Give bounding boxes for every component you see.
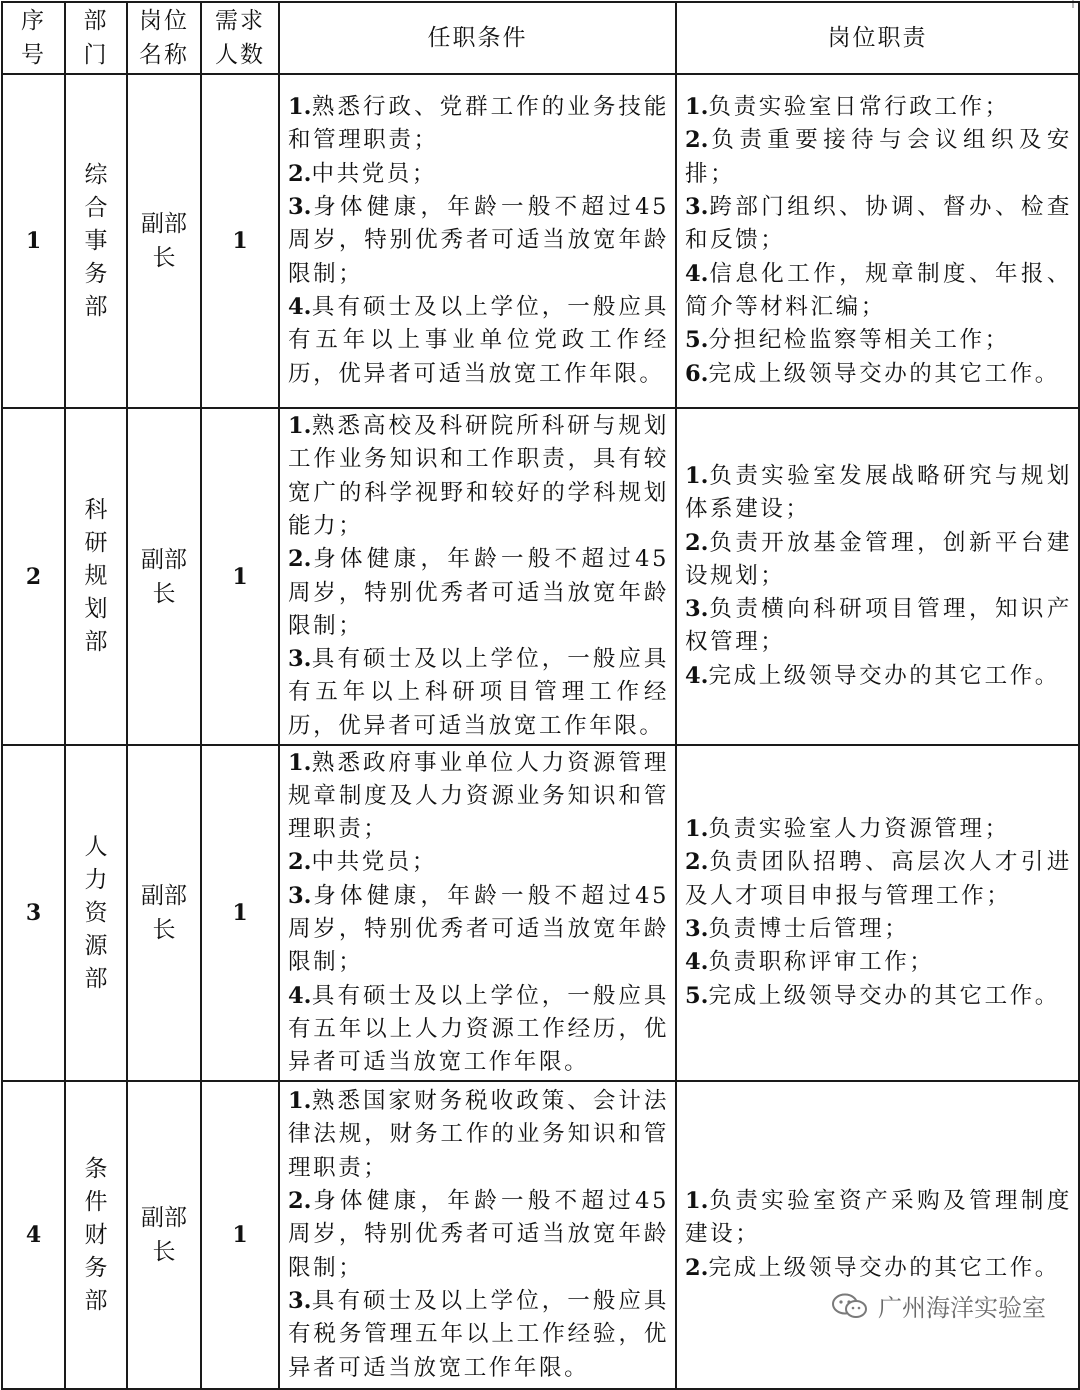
table-row: [2, 1081, 1079, 1389]
headcount-text: 1: [232, 1222, 248, 1248]
headcount-text: 1: [232, 563, 248, 590]
requirement-item: 2.身体健康，年龄一般不超过45周岁，特别优秀者可适当放宽年龄限制；: [288, 1188, 669, 1281]
requirement-item: 3.具有硕士及以上学位，一般应具有税务管理五年以上工作经验，优异者可适当放宽工作年限。: [288, 1287, 669, 1381]
duty-item: 3.跨部门组织、协调、督办、检查和反馈；: [685, 194, 1072, 254]
wechat-icon: [830, 1292, 870, 1320]
requirement-item: 2.中共党员；: [288, 160, 438, 187]
department-text: 条件财务部: [84, 1155, 108, 1314]
duty-item: 1.负责实验室资产采购及管理制度建设；: [685, 1188, 1072, 1248]
department: [65, 74, 127, 408]
duty-item: 4.信息化工作，规章制度、年报、简介等材料汇编；: [685, 260, 1072, 320]
requirements-cell: [279, 408, 676, 745]
position-name-text: 副部长: [141, 546, 187, 607]
requirement-item: 3.具有硕士及以上学位，一般应具有五年以上科研项目管理工作经历，优异者可适当放宽工作年限。: [288, 646, 669, 739]
duty-item: 5.完成上级领导交办的其它工作。: [685, 982, 1060, 1009]
header-requirements: 任职条件: [279, 2, 676, 74]
table-header-row: [2, 2, 1079, 74]
row-number: [2, 1081, 65, 1389]
watermark: [830, 1288, 1046, 1323]
department-text: 科研规划部: [84, 497, 108, 655]
position-name-text: 副部长: [141, 1205, 187, 1265]
position-name-text: 副部长: [141, 883, 187, 943]
department: [65, 745, 127, 1081]
requirement-item: 1.熟悉高校及科研院所科研与规划工作业务知识和工作职责，具有较宽广的科学视野和较好的学科规划能力；: [288, 413, 669, 539]
row-number: [2, 408, 65, 745]
requirements-cell: [279, 1081, 676, 1389]
position-name: [127, 408, 201, 745]
duty-item: 2.负责重要接待与会议组织及安排；: [685, 127, 1072, 187]
header-position: 岗位 名称: [127, 2, 201, 74]
row-number-text: 4: [25, 1222, 42, 1248]
duty-item: 6.完成上级领导交办的其它工作。: [685, 360, 1060, 387]
duty-item: 2.完成上级领导交办的其它工作。: [685, 1254, 1060, 1281]
row-number-text: 1: [25, 228, 42, 254]
requirement-item: 1.熟悉政府事业单位人力资源管理规章制度及人力资源业务知识和管理职责；: [288, 749, 669, 843]
department-text: 综合事务部: [84, 161, 108, 320]
duties-cell: [676, 74, 1079, 408]
table-row: [2, 745, 1079, 1081]
position-name: [127, 1081, 201, 1389]
headcount-text: 1: [232, 900, 248, 926]
requirement-item: 3.身体健康，年龄一般不超过45周岁，特别优秀者可适当放宽年龄限制；: [288, 194, 669, 287]
duty-item: 4.负责职称评审工作；: [685, 949, 935, 976]
duties-cell: [676, 745, 1079, 1081]
duty-item: 4.完成上级领导交办的其它工作。: [685, 662, 1060, 689]
duty-item: 2.负责开放基金管理，创新平台建设规划；: [685, 529, 1072, 589]
headcount-text: 1: [232, 228, 248, 254]
requirement-item: 4.具有硕士及以上学位，一般应具有五年以上人力资源工作经历，优异者可适当放宽工作年限。: [288, 982, 669, 1076]
requirements-cell: [279, 74, 676, 408]
header-count: 需求 人数: [201, 2, 279, 74]
header-dept: 部 门: [65, 2, 127, 74]
duties-cell: [676, 1081, 1079, 1389]
requirement-item: 3.身体健康，年龄一般不超过45周岁，特别优秀者可适当放宽年龄限制；: [288, 882, 669, 976]
row-number-text: 2: [25, 563, 42, 590]
headcount: [201, 74, 279, 408]
position-name-text: 副部长: [141, 211, 187, 271]
table-row: [2, 74, 1079, 408]
position-name: [127, 74, 201, 408]
headcount: [201, 745, 279, 1081]
department-text: 人力资源部: [84, 833, 108, 992]
requirement-item: 2.身体健康，年龄一般不超过45周岁，特别优秀者可适当放宽年龄限制；: [288, 546, 669, 639]
duty-item: 3.负责横向科研项目管理，知识产权管理；: [685, 596, 1072, 656]
headcount: [201, 1081, 279, 1389]
duty-item: 3.负责博士后管理；: [685, 916, 910, 942]
department: [65, 408, 127, 745]
headcount: [201, 408, 279, 745]
positions-table: [1, 1, 1080, 1390]
requirement-item: 1.熟悉行政、党群工作的业务技能和管理职责；: [288, 94, 669, 154]
requirements-cell: [279, 745, 676, 1081]
row-number: [2, 745, 65, 1081]
header-no: 序 号: [2, 2, 65, 74]
duty-item: 1.负责实验室日常行政工作；: [685, 94, 1010, 121]
duty-item: 2.负责团队招聘、高层次人才引进及人才项目申报与管理工作；: [685, 849, 1072, 909]
row-number-text: 3: [25, 900, 42, 926]
requirement-item: 2.中共党员；: [288, 849, 438, 876]
requirement-item: 4.具有硕士及以上学位，一般应具有五年以上事业单位党政工作经历，优异者可适当放宽工作年限。: [288, 293, 669, 387]
department: [65, 1081, 127, 1389]
watermark-text: 广州海洋实验室: [878, 1294, 1046, 1322]
header-duties: 岗位职责: [676, 2, 1079, 74]
duties-cell: [676, 408, 1079, 745]
position-name: [127, 745, 201, 1081]
requirement-item: 1.熟悉国家财务税收政策、会计法律法规，财务工作的业务知识和管理职责；: [288, 1088, 669, 1181]
duty-item: 5.分担纪检监察等相关工作；: [685, 327, 1010, 354]
duty-item: 1.负责实验室发展战略研究与规划体系建设；: [685, 462, 1072, 523]
duty-item: 1.负责实验室人力资源管理；: [685, 816, 1010, 843]
row-number: [2, 74, 65, 408]
table-row: [2, 408, 1079, 745]
